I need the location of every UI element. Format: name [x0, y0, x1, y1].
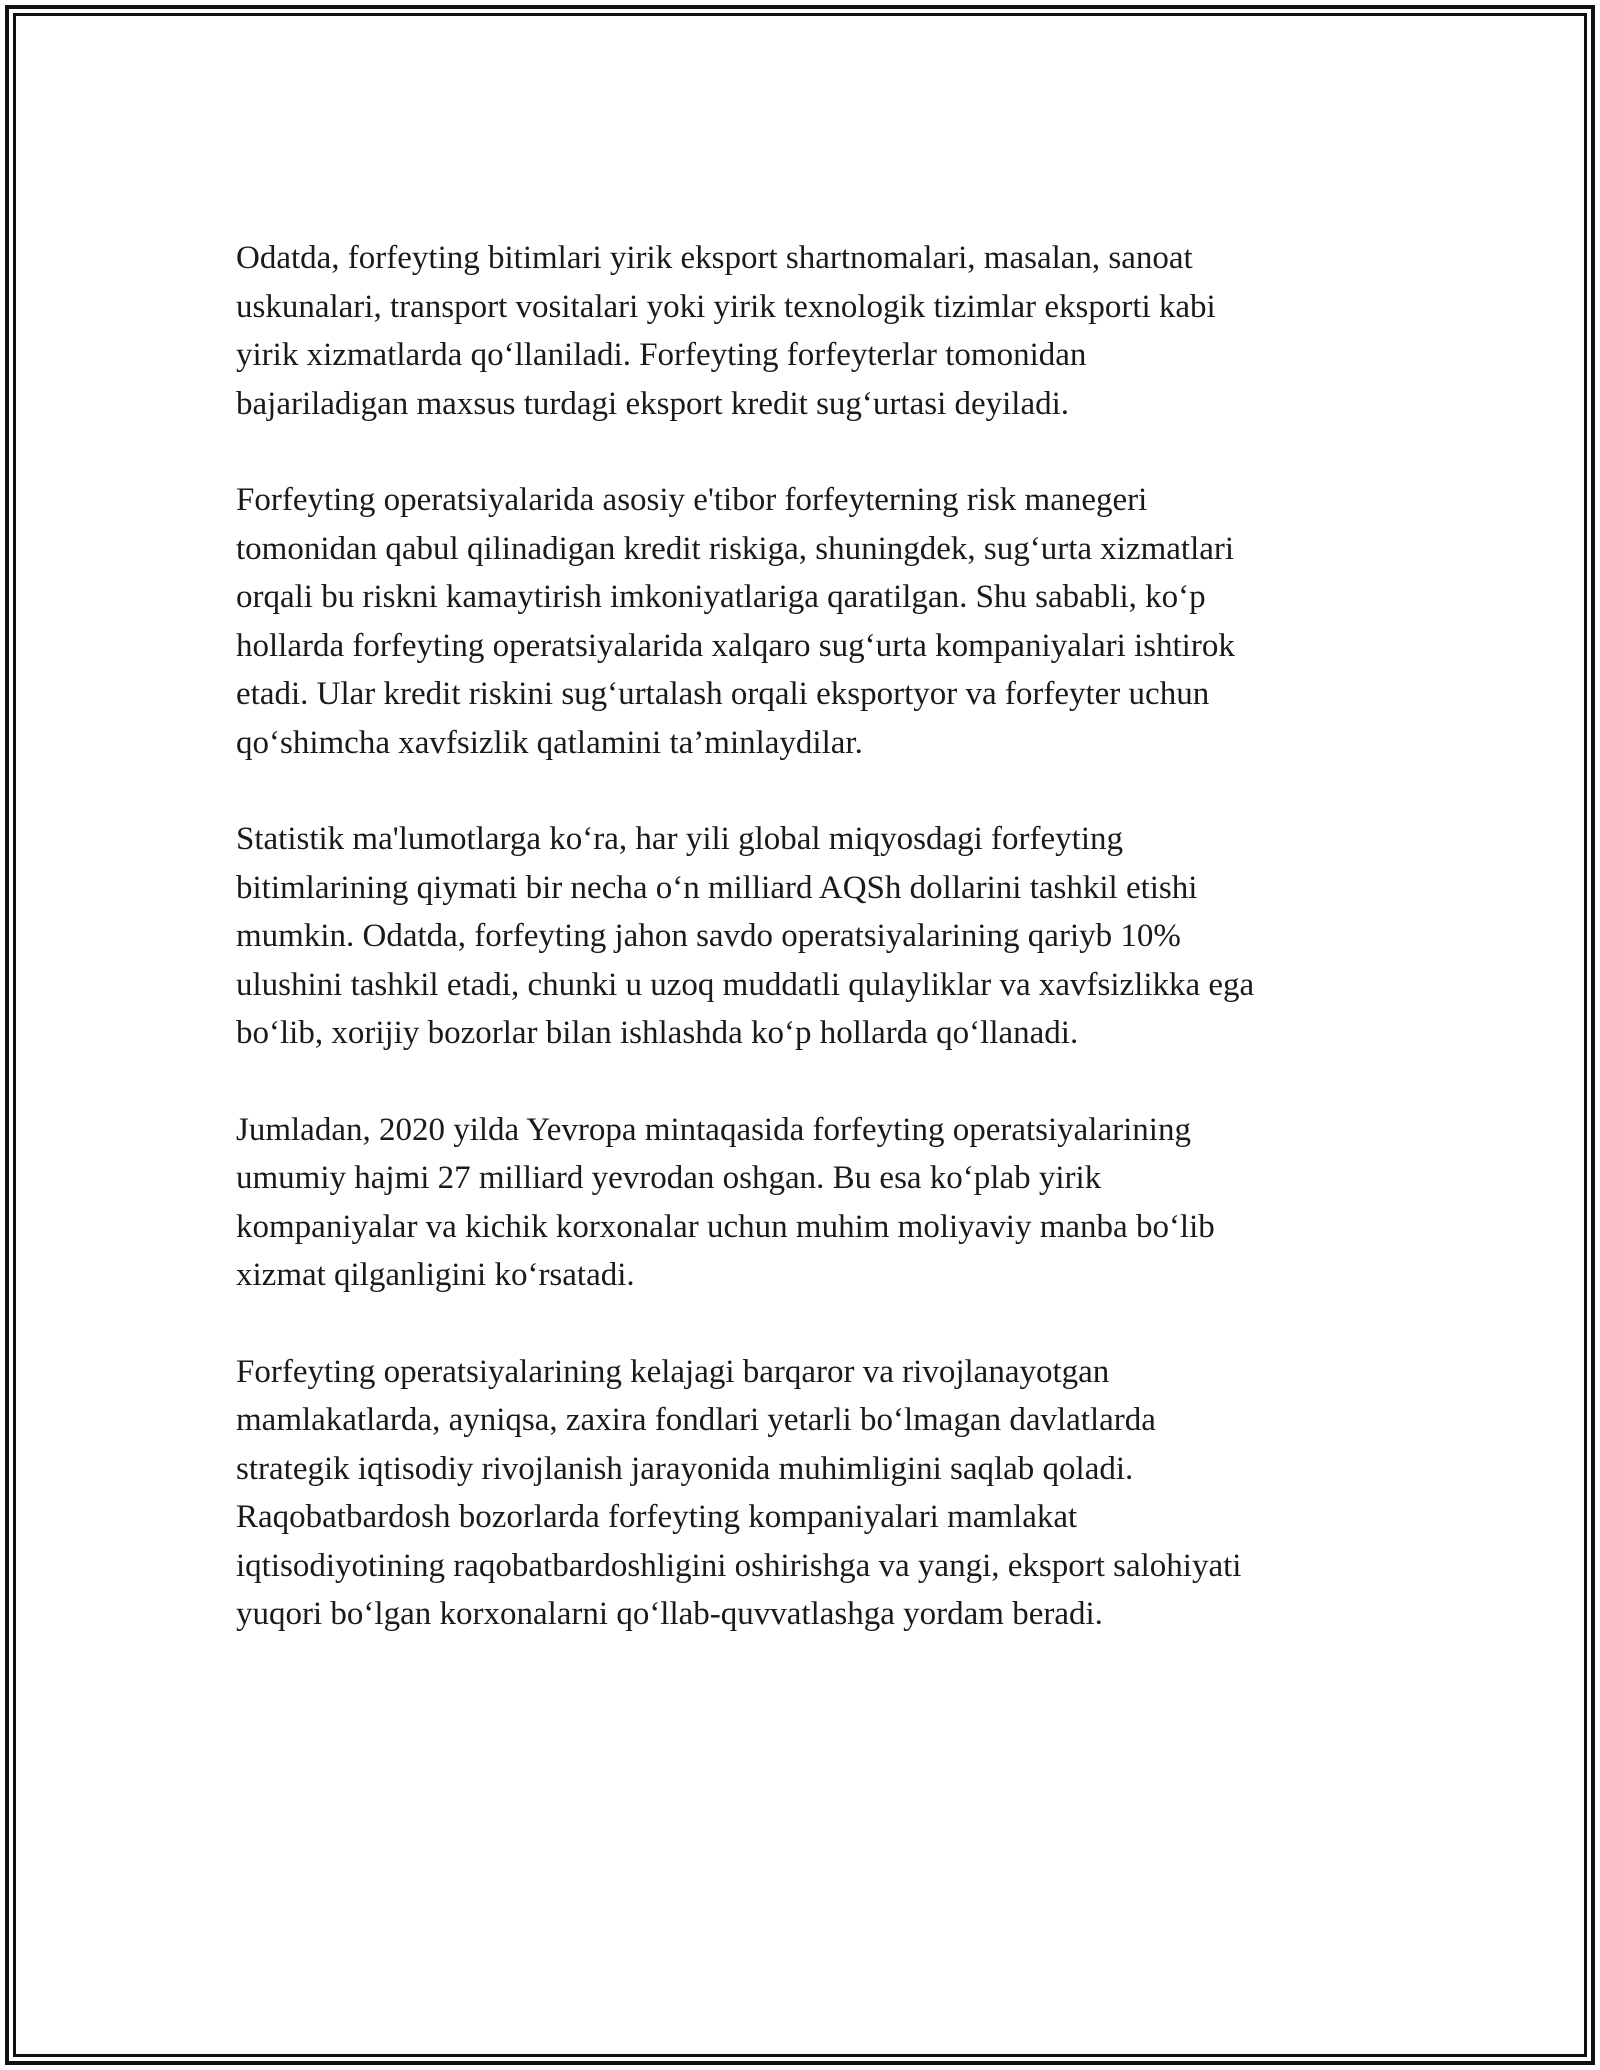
paragraph-4: Jumladan, 2020 yilda Yevropa mintaqasida forfeyting operatsiyalarining umumiy hajmi 27 milliard yevrodan oshgan. Bu esa koʻplab yirik kompaniyalar va kichik korxonalar uchun muhim moliyaviy manba boʻlib xizmat qilganligini koʻrsatadi.: [236, 1111, 1215, 1293]
paragraph-3: Statistik ma'lumotlarga koʻra, har yili global miqyosdagi forfeyting bitimlarining qiymati bir necha oʻn milliard AQSh dollarini tashkil etishi mumkin. Odatda, forfeyting jahon savdo operatsiyalarining qariyb 10% ulushini tashkil etadi, chunki u uzoq muddatli qulayliklar va xavfsizlikka ega boʻlib, xorijiy bozorlar bilan ishlashda koʻp hollarda qoʻllanadi.: [236, 821, 1255, 1051]
paragraph-1: Odatda, forfeyting bitimlari yirik eksport shartnomalari, masalan, sanoat uskunalari, transport vositalari yoki yirik texnologik tizimlar eksporti kabi yirik xizmatlarda qoʻllaniladi. Forfeyting forfeyterlar tomonidan bajariladigan maxsus turdagi eksport kredit sugʻurtasi deyiladi.: [236, 240, 1216, 422]
paragraph-2: Forfeyting operatsiyalarida asosiy e'tibor forfeyterning risk manegeri tomonidan qabul qilinadigan kredit riskiga, shuningdek, sugʻurta xizmatlari orqali bu riskni kamaytirish imkoniyatlariga qaratilgan. Shu sababli, koʻp hollarda forfeyting operatsiyalarida xalqaro sugʻurta kompaniyalari ishtirok etadi. Ular kredit riskini sugʻurtalash orqali eksportyor va forfeyter uchun qoʻshimcha xavfsizlik qatlamini ta’minlaydilar.: [236, 482, 1235, 761]
document-body: [236, 234, 1376, 1687]
paragraph-5: Forfeyting operatsiyalarining kelajagi barqaror va rivojlanayotgan mamlakatlarda, ayniqsa, zaxira fondlari yetarli boʻlmagan davlatlarda strategik iqtisodiy rivojlanish jarayonida muhimligini saqlab qoladi. Raqobatbardosh bozorlarda forfeyting kompaniyalari mamlakat iqtisodiyotining raqobatbardoshligini oshirishga va yangi, eksport salohiyati yuqori boʻlgan korxonalarni qoʻllab-quvvatlashga yordam beradi.: [236, 1353, 1242, 1632]
